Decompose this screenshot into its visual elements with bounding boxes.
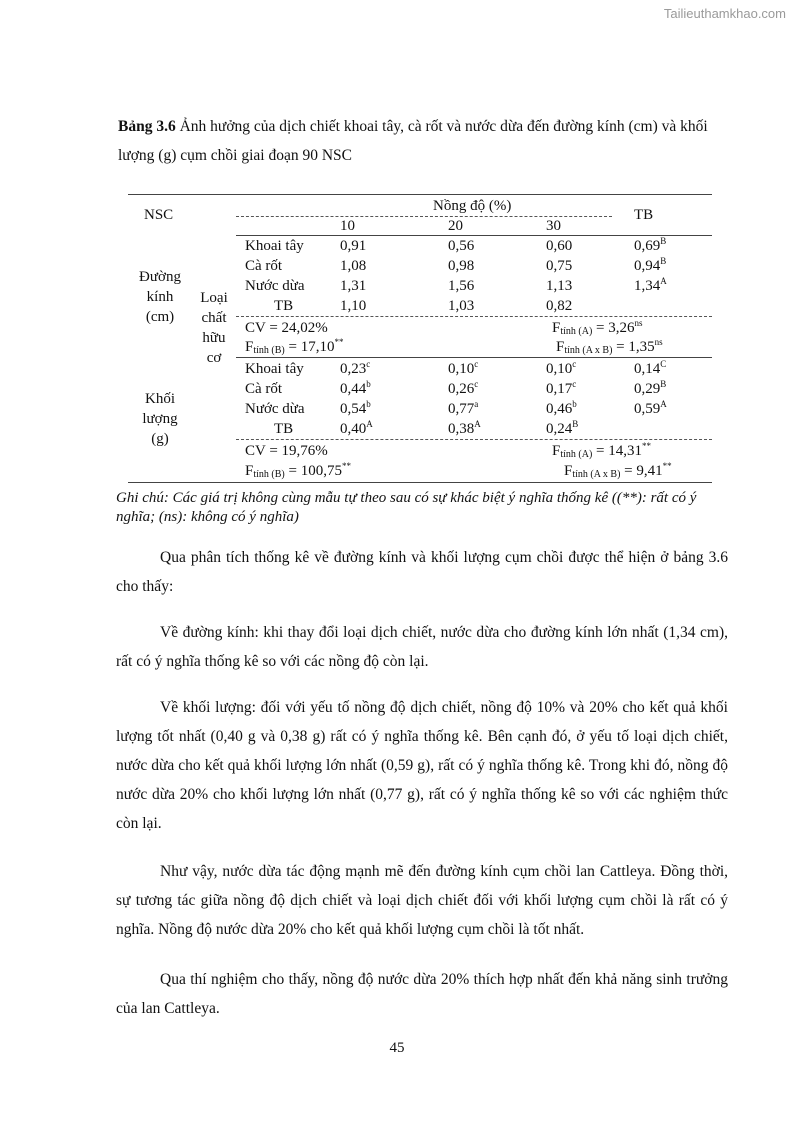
organic-label-2: chất	[201, 310, 227, 326]
cell-tb: $0,59^A$	[634, 399, 667, 417]
header-10: 10	[340, 218, 355, 234]
cell: 1,10	[340, 298, 367, 314]
mass-cv: CV = 19,76%	[245, 443, 328, 459]
row-name: Nước dừa	[245, 401, 305, 417]
cell: 0,10$^c$	[546, 359, 577, 377]
group-diameter-2: kính	[146, 289, 174, 305]
organic-label-3: hữu	[202, 330, 226, 346]
cell-tb: $0,14^C$	[634, 359, 667, 377]
cell: 1,03	[448, 298, 475, 314]
group-diameter-1: Đường	[139, 269, 181, 285]
mean-row-name: TB	[274, 298, 294, 314]
cell: 0,46$^b$	[546, 399, 577, 417]
cell: 0,10$^c$	[448, 359, 479, 377]
row-name: Cà rốt	[245, 258, 283, 274]
paragraph: Về khối lượng: đối với yếu tố nồng độ dịch chiết, nồng độ 10% và 20% cho kết quả khối lượng tốt nhất (0,40 g và 0,38 g) rất có ý nghĩa thống kê. Bên cạnh đó, ở yếu tố loại dịch chiết, nước dừa cho kết quả khối lượng lớn nhất (0,59 g), rất có ý nghĩa thống kê. Trong khi đó, nồng độ nước dừa 20% cho khối lượng lớn nhất (0,77 g), rất có ý nghĩa thống kê so với các nghiệm thức còn lại.	[116, 699, 728, 832]
group-diameter-3: (cm)	[145, 309, 175, 325]
cell: 0,91	[340, 238, 367, 254]
diameter-fab: $F_{tính (A x B)} = 1,35^{ns}$	[556, 337, 663, 356]
cell-tb	[634, 257, 666, 275]
cell: $0,38^A$	[448, 419, 481, 437]
mean-row-name: TB	[274, 421, 294, 437]
group-mass-3: (g)	[151, 431, 169, 447]
cell: 0,26$^c$	[448, 379, 479, 397]
cell-value: 0,94	[634, 258, 661, 274]
table-bottom-rule	[128, 482, 712, 483]
diameter-mean-rule	[236, 316, 712, 317]
header-concentration: Nồng độ (%)	[433, 198, 512, 214]
diameter-cv: CV = 24,02%	[245, 320, 328, 336]
cell: 1,13	[546, 278, 573, 294]
cell-tb	[634, 277, 667, 295]
watermark: Tailieuthamkhao.com	[663, 6, 786, 21]
row-name: Khoai tây	[245, 238, 304, 254]
table-note: Ghi chú: Các giá trị không cùng mẫu tự theo sau có sự khác biệt ý nghĩa thống kê ((**): rất có ý nghĩa; (ns): không có ý nghĩa)	[116, 490, 697, 525]
header-30: 30	[546, 218, 561, 234]
cell: 1,31	[340, 278, 367, 294]
paragraph: Về đường kính: khi thay đổi loại dịch chiết, nước dừa cho đường kính lớn nhất (1,34 cm), rất có ý nghĩa thống kê so với các nồng độ còn lại.	[116, 624, 728, 670]
caption-label: Bảng 3.6	[118, 118, 176, 135]
cell-tb	[634, 237, 666, 255]
diameter-fa: $F_{tính (A)} = 3,26^{ns}$	[552, 318, 643, 337]
cell: 0,75	[546, 258, 573, 274]
cell-tb: $0,29^B$	[634, 379, 667, 397]
diameter-fb: $F_{tính (B)} = 17,10^{**}$	[245, 337, 344, 356]
cell: 0,54$^b$	[340, 399, 371, 417]
mass-fa: $F_{tính (A)} = 14,31^{**}$	[552, 441, 652, 460]
paragraph: Như vậy, nước dừa tác động mạnh mẽ đến đường kính cụm chồi lan Cattleya. Đồng thời, sự tương tác giữa nồng độ dịch chiết và loại dịch chiết đối với khối lượng cụm chồi là rất có ý nghĩa. Nồng độ nước dừa 20% cho kết quả khối lượng cụm chồi là tốt nhất.	[116, 863, 728, 938]
organic-label-4: cơ	[206, 350, 222, 366]
cell: $0,24^B$	[546, 419, 579, 437]
mass-fab: $F_{tính (A x B)} = 9,41^{**}$	[564, 461, 672, 480]
header-20: 20	[448, 218, 463, 234]
cell: 0,82	[546, 298, 573, 314]
cell: 0,98	[448, 258, 475, 274]
cell: $0,40^A$	[340, 419, 373, 437]
organic-label-1: Loại	[200, 290, 228, 306]
paragraph: Qua phân tích thống kê về đường kính và khối lượng cụm chồi được thể hiện ở bảng 3.6 cho thấy:	[116, 549, 728, 595]
cell: 1,56	[448, 278, 475, 294]
table-top-rule	[128, 194, 712, 195]
cell: 0,23$^c$	[340, 359, 371, 377]
page-number: 45	[389, 1040, 405, 1056]
header-nsc: NSC	[144, 207, 174, 223]
cell-letter: B	[660, 256, 667, 266]
paragraph: Qua thí nghiệm cho thấy, nồng độ nước dừa 20% thích hợp nhất đến khả năng sinh trưởng của lan Cattleya.	[116, 971, 728, 1017]
group-mass-1: Khối	[145, 391, 175, 407]
group-mass-2: lượng	[142, 411, 178, 427]
cell: 0,44$^b$	[340, 379, 371, 397]
mass-fb: $F_{tính (B)} = 100,75^{**}$	[245, 461, 351, 480]
results-table	[128, 194, 712, 484]
header-bottom-rule	[236, 235, 712, 236]
row-name: Khoai tây	[245, 361, 304, 377]
cell-value: 0,69	[634, 238, 661, 254]
table-caption	[118, 112, 730, 170]
cell-value: 1,34	[634, 278, 661, 294]
caption-text: Ảnh hưởng của dịch chiết khoai tây, cà rốt và nước dừa đến đường kính (cm) và khối lượng (g) cụm chồi giai đoạn 90 NSC	[118, 118, 708, 164]
row-name: Nước dừa	[245, 278, 305, 294]
cell: 0,77$^a$	[448, 399, 479, 417]
cell-letter: B	[660, 236, 667, 246]
row-name: Cà rốt	[245, 381, 283, 397]
cell: 0,60	[546, 238, 573, 254]
cell-letter: A	[660, 276, 667, 286]
group-divider-rule	[236, 357, 712, 358]
cell: 0,17$^c$	[546, 379, 577, 397]
cell: 1,08	[340, 258, 367, 274]
mass-mean-rule	[236, 439, 712, 440]
header-tb: TB	[634, 207, 654, 223]
cell: 0,56	[448, 238, 475, 254]
